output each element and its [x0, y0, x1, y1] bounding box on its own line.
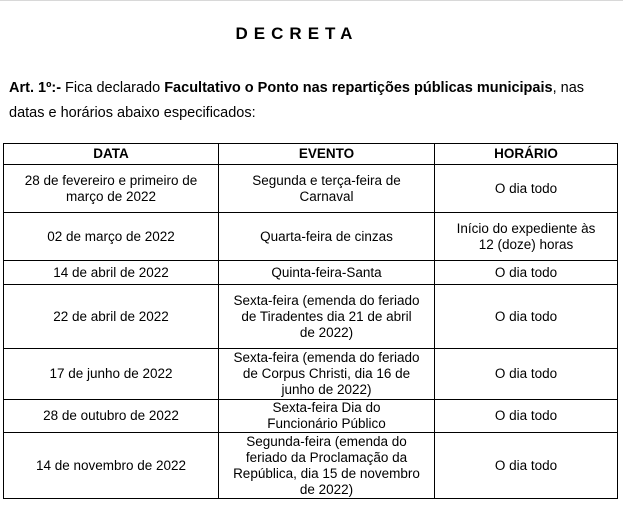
- cell-evento: Quarta-feira de cinzas: [219, 213, 435, 261]
- cell-evento: Quinta-feira-Santa: [219, 261, 435, 285]
- table-row: [4, 400, 618, 433]
- cell-evento: Segunda-feira (emenda do feriado da Proclamação da República, dia 15 de novembro de 2022): [219, 433, 435, 499]
- cell-horario: O dia todo: [435, 165, 618, 213]
- cell-data: 17 de junho de 2022: [4, 349, 219, 400]
- header-horario: HORÁRIO: [435, 144, 618, 165]
- cell-evento: Sexta-feira (emenda do feriado de Corpus Christi, dia 16 de junho de 2022): [219, 349, 435, 400]
- cell-data: 28 de outubro de 2022: [4, 400, 219, 433]
- article-text-start: Fica declarado: [61, 80, 165, 96]
- cell-data: 28 de fevereiro e primeiro de março de 2022: [4, 165, 219, 213]
- table-row: [4, 213, 618, 261]
- cell-horario: O dia todo: [435, 349, 618, 400]
- cell-data: 22 de abril de 2022: [4, 285, 219, 349]
- cell-horario: O dia todo: [435, 400, 618, 433]
- header-data: DATA: [4, 144, 219, 165]
- table-header-row: [4, 144, 618, 165]
- cell-evento: Sexta-feira (emenda do feriado de Tiradentes dia 21 de abril de 2022): [219, 285, 435, 349]
- cell-horario: O dia todo: [435, 285, 618, 349]
- top-border-line: [0, 0, 623, 1]
- table-row: [4, 433, 618, 499]
- table-row: [4, 285, 618, 349]
- cell-data: 14 de novembro de 2022: [4, 433, 219, 499]
- decree-heading: DECRETA: [235, 24, 359, 43]
- article-paragraph: [9, 76, 619, 126]
- cell-data: 02 de março de 2022: [4, 213, 219, 261]
- cell-data: 14 de abril de 2022: [4, 261, 219, 285]
- article-number: Art. 1º:-: [9, 80, 62, 96]
- table-row: [4, 261, 618, 285]
- cell-evento: Segunda e terça-feira de Carnaval: [219, 165, 435, 213]
- cell-evento: Sexta-feira Dia do Funcionário Público: [219, 400, 435, 433]
- table-row: [4, 349, 618, 400]
- cell-horario: O dia todo: [435, 433, 618, 499]
- article-bold-phrase: Facultativo o Ponto nas repartições públicas municipais: [164, 80, 553, 96]
- article-text-end: , nas datas e horários abaixo especificados:: [9, 80, 585, 121]
- header-evento: EVENTO: [219, 144, 435, 165]
- cell-horario: Início do expediente às 12 (doze) horas: [435, 213, 618, 261]
- table-row: [4, 165, 618, 213]
- cell-horario: O dia todo: [435, 261, 618, 285]
- holiday-schedule-table: [3, 143, 618, 499]
